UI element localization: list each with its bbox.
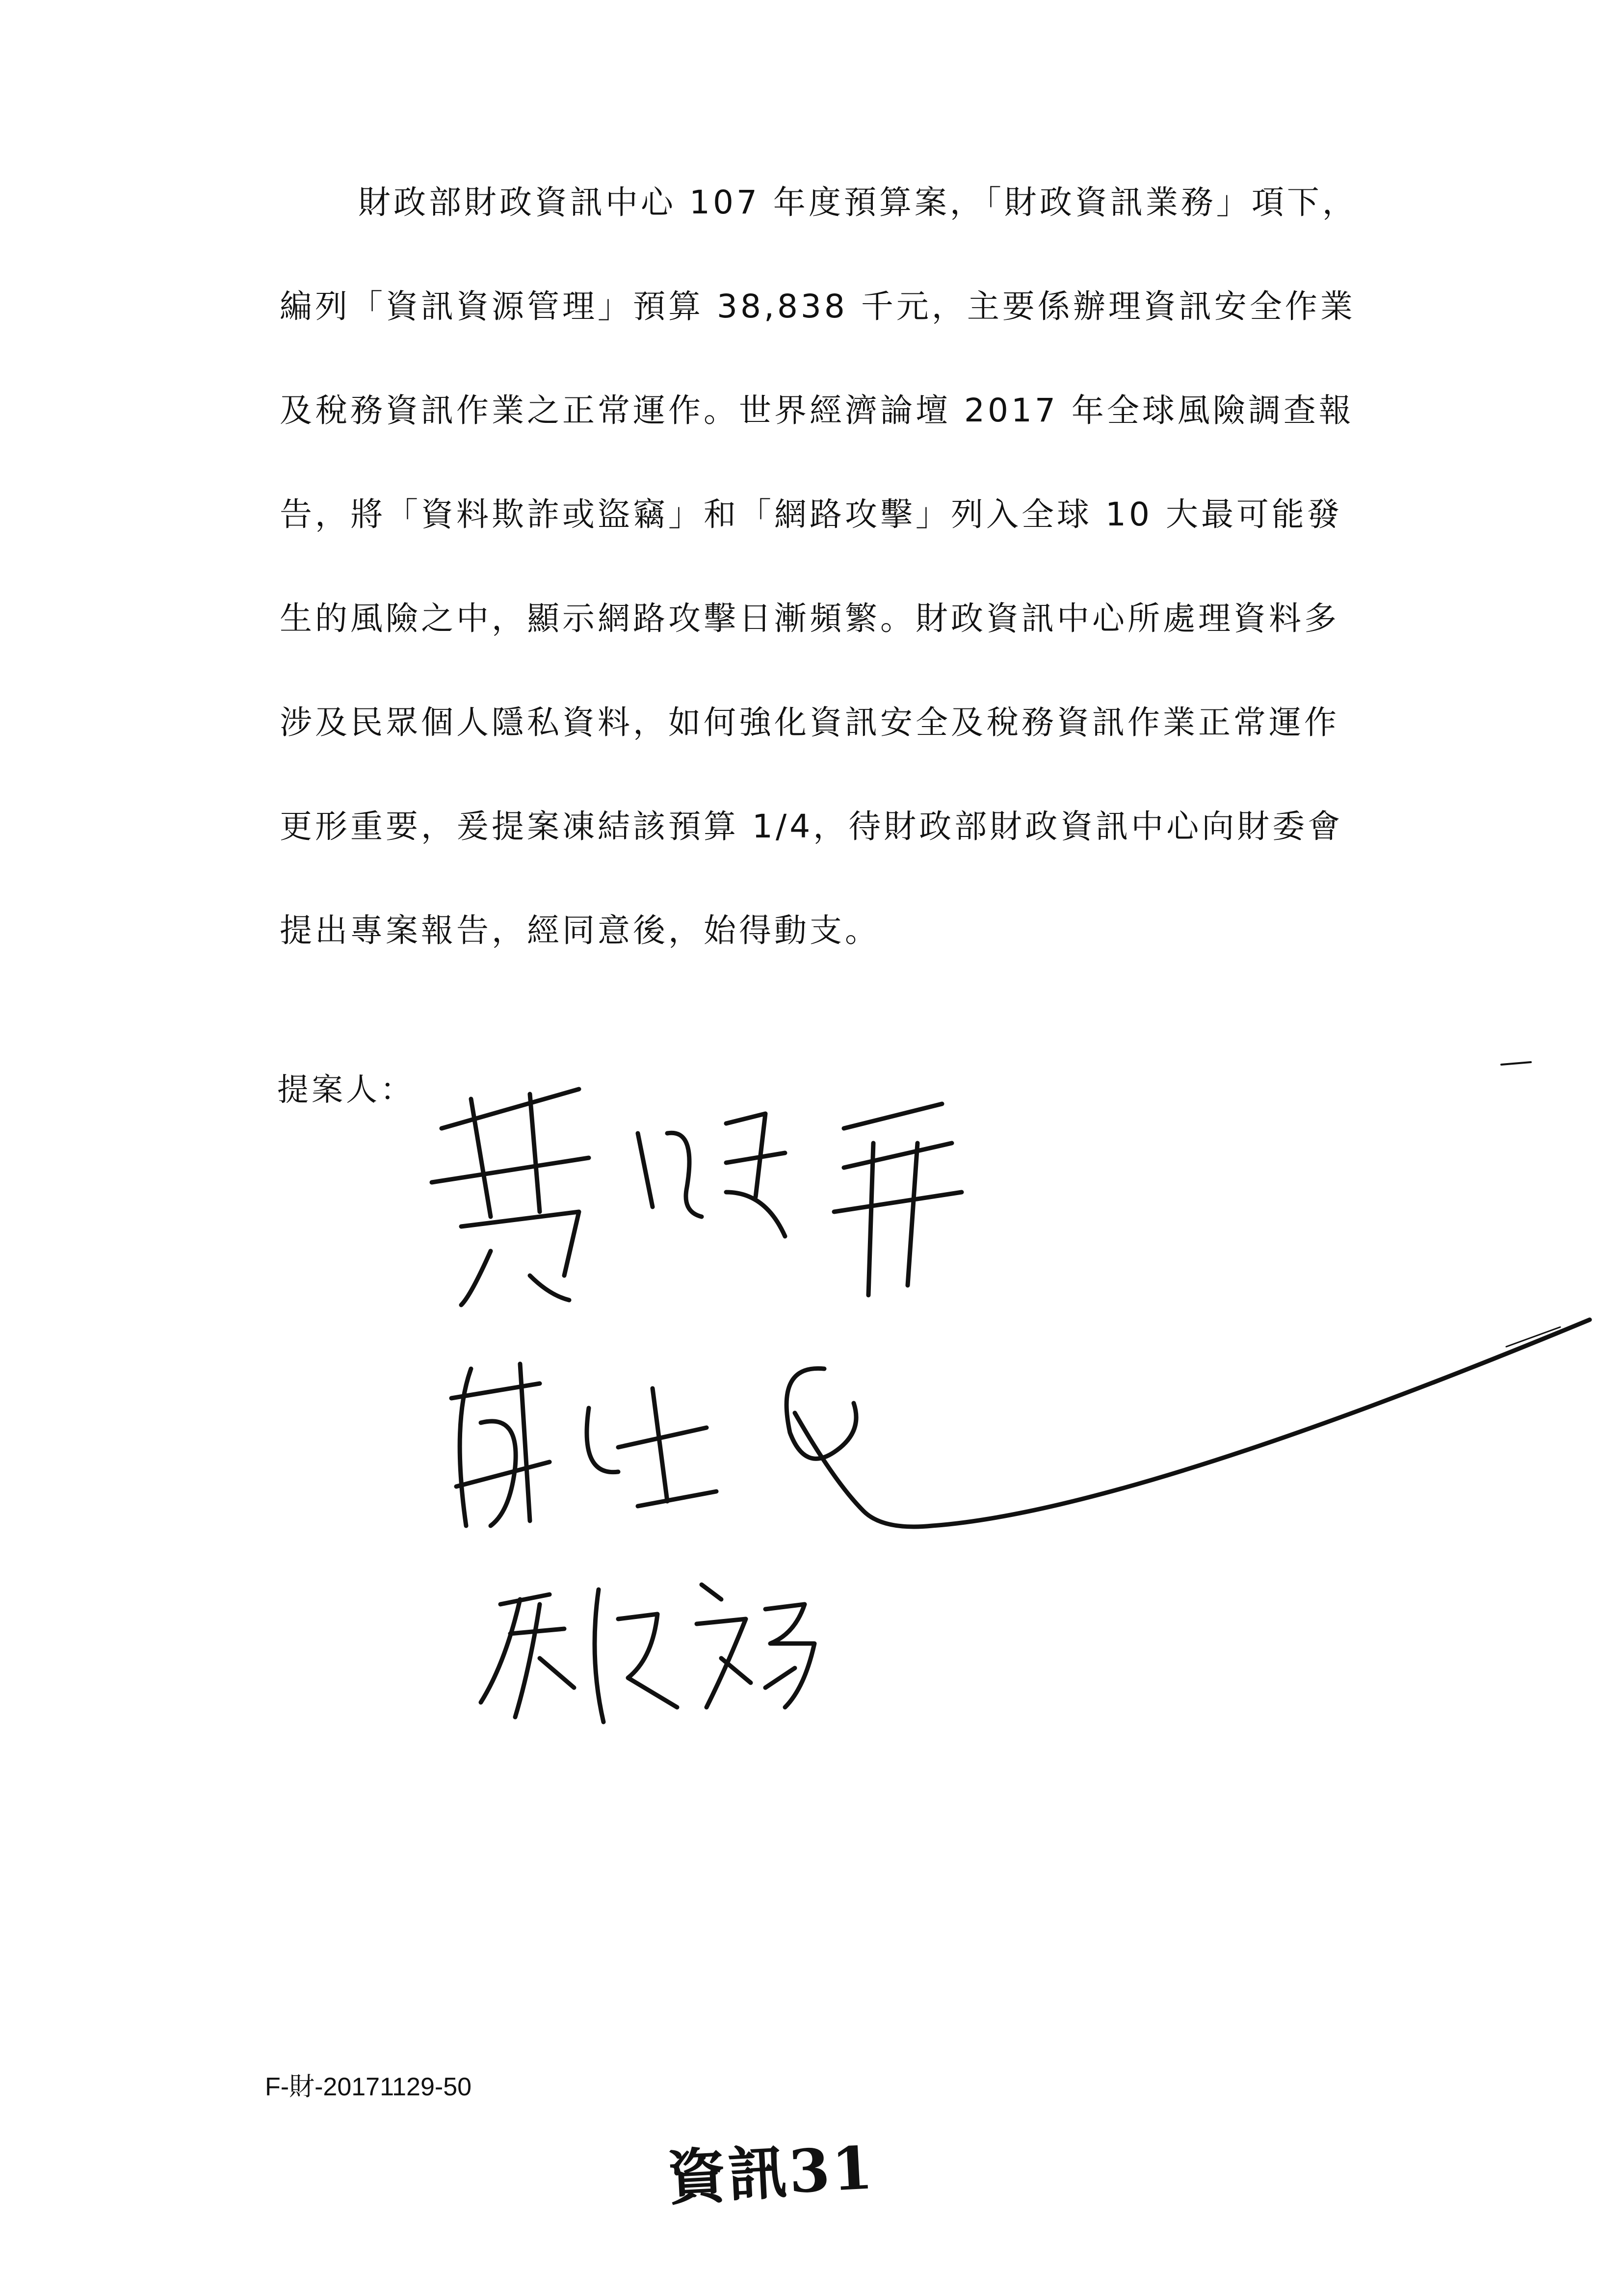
body-line-7: 更形重要，爰提案凍結該預算 1/4，待財政部財政資訊中心向財委會 — [280, 808, 1343, 845]
signature-2 — [451, 1320, 1590, 1527]
body-line-1: 財政部財政資訊中心 107 年度預算案，「財政資訊業務」項下， — [358, 183, 1358, 221]
body-line-6: 涉及民眾個人隱私資料，如何強化資訊安全及稅務資訊作業正常運作 — [280, 704, 1339, 741]
body-line-8: 提出專案報告，經同意後，始得動支。 — [280, 912, 880, 949]
proposer-label: 提案人： — [277, 1072, 415, 1108]
body-line-4: 告，將「資料欺詐或盜竊」和「網路攻擊」列入全球 10 大最可能發 — [280, 496, 1342, 533]
signature-3 — [481, 1585, 814, 1722]
proposal-body — [280, 183, 1388, 1018]
page-number-stamp: 資訊31 — [665, 2133, 877, 2213]
document-id: F-財-20171129-50 — [265, 2073, 472, 2101]
signature-1 — [432, 1089, 962, 1305]
body-line-2: 編列「資訊資源管理」預算 38,838 千元，主要係辦理資訊安全作業 — [280, 287, 1356, 325]
body-line-3: 及稅務資訊作業之正常運作。世界經濟論壇 2017 年全球風險調查報 — [280, 391, 1354, 429]
body-line-5: 生的風險之中，顯示網路攻擊日漸頻繁。財政資訊中心所處理資料多 — [280, 600, 1339, 637]
